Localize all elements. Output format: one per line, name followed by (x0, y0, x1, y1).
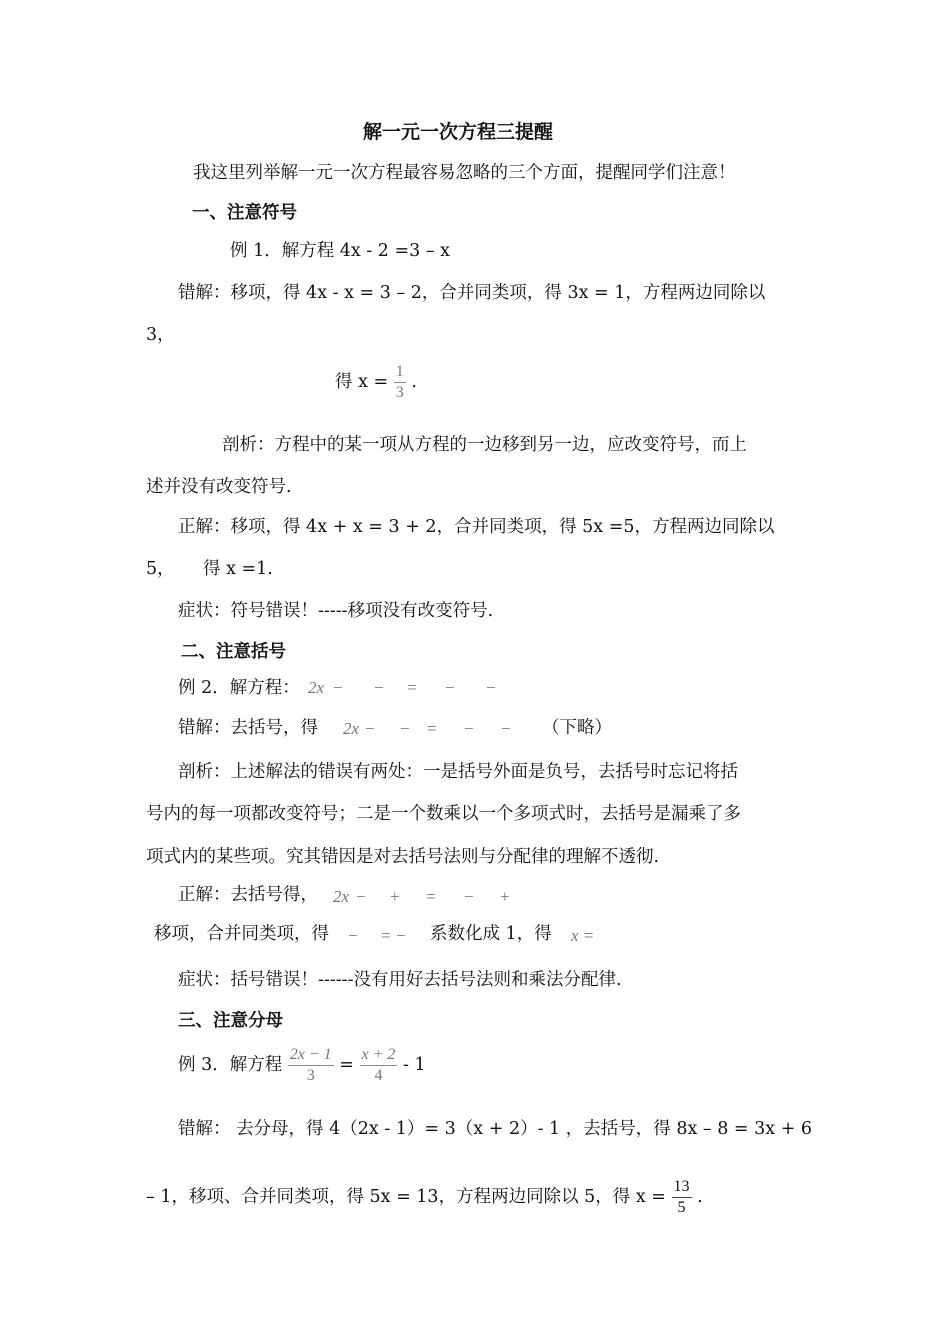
eq-term: 2x (333, 887, 350, 906)
fraction-numerator: 13 (672, 1177, 692, 1198)
eq-term: 2x (343, 719, 360, 738)
s1-correct-line1: 正解：移项，得 4x + x = 3 + 2，合并同类项，得 5x =5，方程两边同除以 (178, 517, 775, 537)
eq-op: + (390, 887, 400, 906)
s1-result-prefix: 得 x = (335, 372, 389, 392)
s2-coef-text: 系数化成 1，得 (430, 924, 552, 944)
fraction-denominator: 3 (395, 384, 404, 401)
s1-correct-line2a: 5， (146, 559, 175, 579)
s3-wrong-line2-text: – 1，移项、合并同类项，得 5x = 13，方程两边同除以 5，得 x = (146, 1187, 666, 1207)
intro-paragraph: 我这里列举解一元一次方程最容易忽略的三个方面，提醒同学们注意！ (193, 163, 736, 183)
eq-op: − (501, 719, 511, 738)
section3-heading: 三、注意分母 (178, 1011, 283, 1031)
s2-wrong-prefix: 错解：去括号，得 (178, 718, 318, 738)
eq-op: − (333, 678, 343, 697)
s1-wrong-line1: 错解：移项，得 4x - x = 3 – 2，合并同类项，得 3x = 1，方程两边同除以 (178, 283, 766, 303)
s1-result-fraction (394, 362, 406, 403)
s3-result-suffix: . (697, 1187, 703, 1207)
s3-fraction-right (360, 1045, 398, 1086)
eq-op: − (464, 719, 474, 738)
fraction-denominator: 5 (677, 1199, 686, 1216)
eq-op: = (407, 678, 417, 697)
s3-wrong-line2 (146, 1176, 703, 1218)
s1-wrong-line2: 3， (146, 325, 175, 345)
eq-op: = (426, 887, 436, 906)
page-title: 解一元一次方程三提醒 (363, 121, 554, 143)
eq-op: + (500, 887, 510, 906)
s3-example-prefix: 例 3．解方程 (178, 1055, 283, 1075)
eq-op: = (381, 926, 391, 945)
fraction-numerator: 2x − 1 (288, 1045, 334, 1066)
eq-op: − (464, 887, 474, 906)
s2-analysis-line2: 号内的每一项都改变符号；二是一个数乘以一个多项式时，去括号是漏乘了多 (146, 804, 741, 824)
s3-fraction-left (288, 1045, 334, 1086)
s3-wrong-line1: 错解： 去分母，得 4（2x - 1）= 3（x + 2）- 1 ，去括号，得 8x – 8 = 3x + 6 (178, 1119, 813, 1139)
eq-op: − (365, 719, 375, 738)
section1-heading: 一、注意符号 (192, 203, 297, 223)
s2-coef-eq: x = (571, 926, 595, 945)
eq-op: − (396, 926, 406, 945)
eq-term: 2x (308, 678, 325, 697)
s2-symptom: 症状：括号错误！------没有用好去括号法则和乘法分配律. (178, 970, 622, 990)
eq-op: − (445, 678, 455, 697)
eq-op: = (427, 719, 437, 738)
fraction-numerator: x + 2 (360, 1045, 398, 1066)
s2-move-prefix: 移项，合并同类项，得 (154, 924, 329, 944)
s3-eq-sign: = (339, 1055, 354, 1075)
s1-symptom: 症状：符号错误！-----移项没有改变符号. (178, 601, 494, 621)
s1-analysis-line1: 剖析：方程中的某一项从方程的一边移到另一边，应改变符号，而上 (222, 435, 747, 455)
fraction-denominator: 4 (374, 1067, 383, 1084)
eq-op: − (356, 887, 366, 906)
s2-example-prefix: 例 2．解方程： (178, 678, 300, 698)
s1-correct-line2b: 得 x =1. (203, 559, 273, 579)
eq-op: − (400, 719, 410, 738)
eq-op: − (486, 678, 496, 697)
s2-analysis-line1: 剖析：上述解法的错误有两处：一是括号外面是负号，去括号时忘记将括 (178, 762, 738, 782)
s3-result-fraction (672, 1177, 692, 1218)
s1-example: 例 1．解方程 4x - 2 =3 – x (230, 241, 451, 261)
eq-op: − (348, 926, 358, 945)
s1-result-suffix: . (411, 372, 417, 392)
s1-result (335, 362, 417, 403)
s1-analysis-line2: 述并没有改变符号. (146, 477, 292, 497)
fraction-numerator: 1 (394, 362, 406, 383)
eq-op: − (374, 678, 384, 697)
s3-example (178, 1044, 426, 1086)
s2-wrong-suffix: （下略） (542, 718, 612, 738)
s3-example-suffix: - 1 (403, 1055, 426, 1075)
fraction-denominator: 3 (306, 1067, 315, 1084)
s2-correct-prefix: 正解：去括号得， (178, 885, 318, 905)
section2-heading: 二、注意括号 (181, 642, 286, 662)
s2-analysis-line3: 项式内的某些项。究其错因是对去括号法则与分配律的理解不透彻. (146, 847, 660, 867)
